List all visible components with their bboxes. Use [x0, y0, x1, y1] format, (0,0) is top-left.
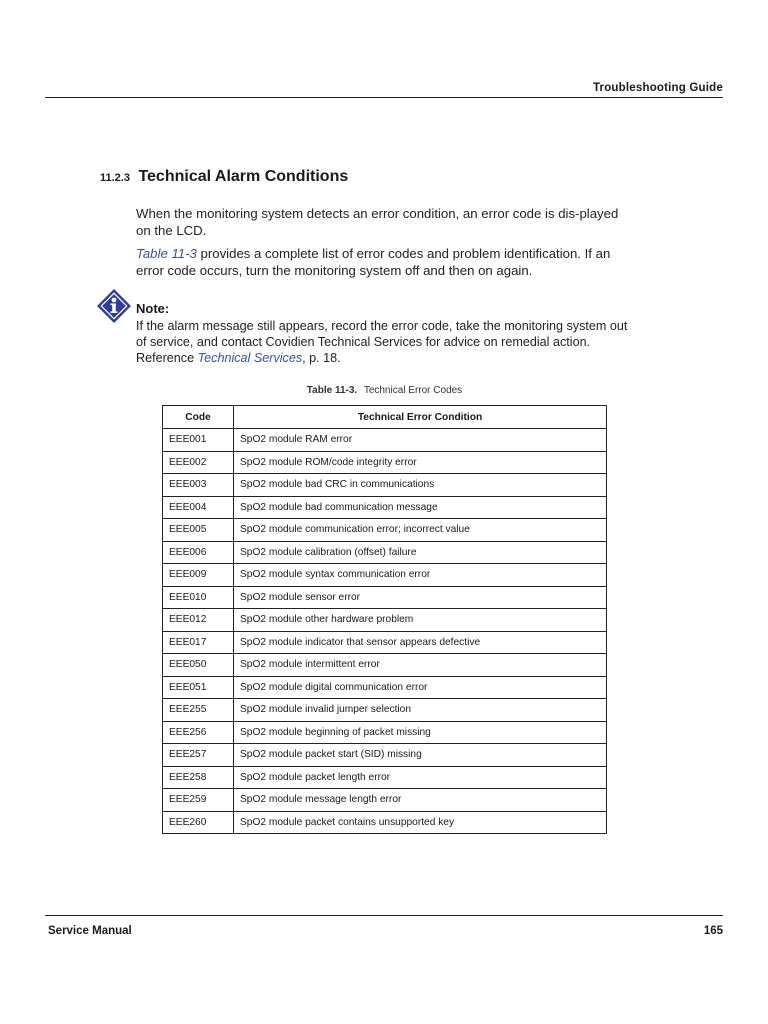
- footer-manual-title: Service Manual: [48, 925, 132, 937]
- table-reference-link[interactable]: Table 11-3: [136, 246, 197, 261]
- error-condition-cell: SpO2 module bad CRC in communications: [234, 474, 607, 497]
- error-code-cell: EEE010: [163, 586, 234, 609]
- table-row: [163, 496, 607, 519]
- table-reference-paragraph: [136, 245, 636, 279]
- table-row: [163, 564, 607, 587]
- running-header: Troubleshooting Guide: [592, 82, 723, 94]
- table-row: [163, 519, 607, 542]
- error-condition-cell: SpO2 module other hardware problem: [234, 609, 607, 632]
- error-code-cell: EEE004: [163, 496, 234, 519]
- error-condition-cell: SpO2 module indicator that sensor appears defective: [234, 631, 607, 654]
- section-title: Technical Alarm Conditions: [138, 168, 349, 185]
- error-code-cell: EEE009: [163, 564, 234, 587]
- error-code-cell: EEE260: [163, 811, 234, 834]
- error-condition-cell: SpO2 module syntax communication error: [234, 564, 607, 587]
- table-row: [163, 699, 607, 722]
- table-row: [163, 721, 607, 744]
- error-condition-cell: SpO2 module packet length error: [234, 766, 607, 789]
- error-code-cell: EEE001: [163, 429, 234, 452]
- table-row: [163, 676, 607, 699]
- table-caption: [162, 385, 607, 396]
- note-body-end: , p. 18.: [302, 351, 341, 365]
- note-body-text: If the alarm message still appears, record the error code, take the monitoring system out of service, and contact Covidien Technical Services for advice on remedial action. Reference: [136, 319, 628, 365]
- error-condition-cell: SpO2 module communication error; incorrect value: [234, 519, 607, 542]
- error-condition-cell: SpO2 module RAM error: [234, 429, 607, 452]
- footer-rule: [45, 915, 723, 916]
- error-condition-cell: SpO2 module packet start (SID) missing: [234, 744, 607, 767]
- error-code-cell: EEE006: [163, 541, 234, 564]
- header-code: Code: [163, 406, 234, 429]
- table-row: [163, 766, 607, 789]
- error-condition-cell: SpO2 module invalid jumper selection: [234, 699, 607, 722]
- table-row: [163, 811, 607, 834]
- table-header-row: [163, 406, 607, 429]
- error-code-cell: EEE017: [163, 631, 234, 654]
- table-row: [163, 789, 607, 812]
- table-row: [163, 451, 607, 474]
- table-row: [163, 474, 607, 497]
- error-condition-cell: SpO2 module bad communication message: [234, 496, 607, 519]
- section-heading: [100, 168, 348, 186]
- error-code-cell: EEE003: [163, 474, 234, 497]
- note-icon: [96, 288, 132, 324]
- error-code-cell: EEE012: [163, 609, 234, 632]
- table-row: [163, 654, 607, 677]
- error-code-cell: EEE258: [163, 766, 234, 789]
- header-rule: [45, 97, 723, 98]
- table-row: [163, 609, 607, 632]
- error-condition-cell: SpO2 module digital communication error: [234, 676, 607, 699]
- error-codes-table: [162, 405, 607, 834]
- error-condition-cell: SpO2 module beginning of packet missing: [234, 721, 607, 744]
- note-body: [136, 318, 636, 366]
- note-label: Note:: [136, 301, 170, 316]
- error-condition-cell: SpO2 module intermittent error: [234, 654, 607, 677]
- table-body: [163, 429, 607, 834]
- error-code-cell: EEE255: [163, 699, 234, 722]
- error-condition-cell: SpO2 module ROM/code integrity error: [234, 451, 607, 474]
- error-condition-cell: SpO2 module calibration (offset) failure: [234, 541, 607, 564]
- header-condition: Technical Error Condition: [234, 406, 607, 429]
- section-number: 11.2.3: [100, 172, 130, 184]
- error-code-cell: EEE257: [163, 744, 234, 767]
- intro-paragraph: When the monitoring system detects an error condition, an error code is dis-played on the LCD.: [136, 206, 619, 238]
- table-row: [163, 631, 607, 654]
- page-number: 165: [703, 925, 723, 937]
- table-row: [163, 744, 607, 767]
- error-condition-cell: SpO2 module message length error: [234, 789, 607, 812]
- error-code-cell: EEE259: [163, 789, 234, 812]
- table-caption-number: Table 11-3.: [306, 385, 358, 396]
- table-caption-text: Technical Error Codes: [363, 385, 463, 396]
- table-row: [163, 586, 607, 609]
- error-code-cell: EEE051: [163, 676, 234, 699]
- error-condition-cell: SpO2 module packet contains unsupported key: [234, 811, 607, 834]
- table-row: [163, 429, 607, 452]
- table-row: [163, 541, 607, 564]
- table-reference-text: provides a complete list of error codes and problem identification. If an error code occurs, turn the monitoring system off and then on again.: [136, 246, 611, 278]
- error-code-cell: EEE256: [163, 721, 234, 744]
- error-code-cell: EEE002: [163, 451, 234, 474]
- error-code-cell: EEE005: [163, 519, 234, 542]
- technical-services-link[interactable]: Technical Services: [197, 351, 303, 365]
- error-condition-cell: SpO2 module sensor error: [234, 586, 607, 609]
- error-code-cell: EEE050: [163, 654, 234, 677]
